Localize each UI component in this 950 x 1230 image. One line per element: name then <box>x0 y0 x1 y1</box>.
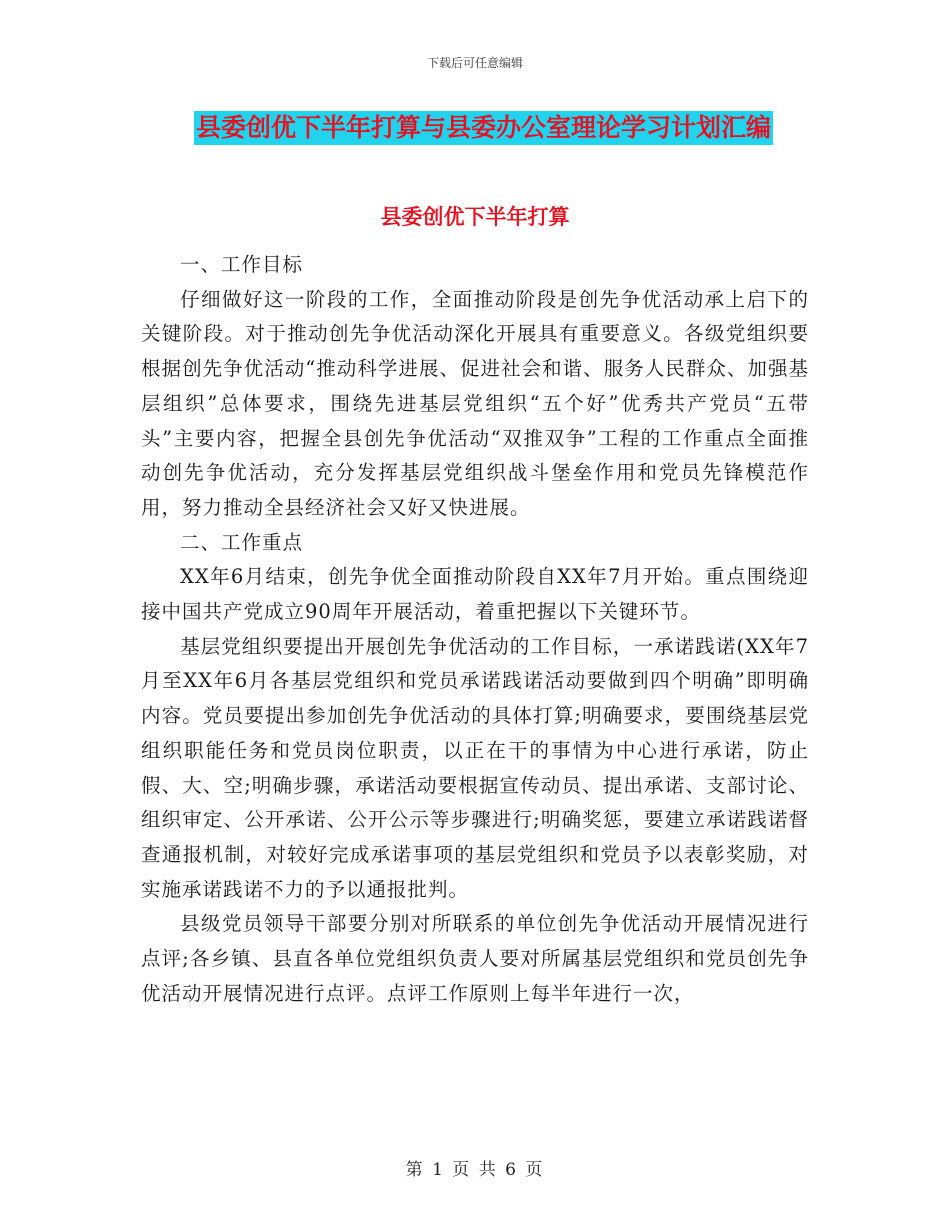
section-heading-focus: 二、工作重点 <box>180 530 304 554</box>
document-title-highlight <box>194 111 773 145</box>
page-footer: 第 1 页 共 6 页 <box>405 1160 545 1180</box>
paragraph: 基层党组织要提出开展创先争优活动的工作目标，一承诺践诺(XX年7月至XX年6月各基层党组织和党员承诺践诺活动要做到四个明确”即明确内容。党员要提出参加创先争优活动的具体打算;明确要求，要围绕基层党组织职能任务和党员岗位职责，以正在干的事情为中心进行承诺，防止假、大、空;明确步骤，承诺活动要根据宣传动员、提出承诺、支部讨论、组织审定、公开承诺、公开公示等步骤进行;明确奖惩，要建立承诺践诺督查通报机制，对较好完成承诺事项的基层党组织和党员予以表彰奖励，对实施承诺践诺不力的予以通报批判。 <box>141 634 809 901</box>
section-heading-goals: 一、工作目标 <box>180 253 304 276</box>
section-title: 县委创优下半年打算 <box>380 205 570 229</box>
document-body <box>141 248 809 1011</box>
paragraph: XX年6月结束，创先争优全面推动阶段自XX年7月开始。重点围绕迎接中国共产党成立90周年开展活动，着重把握以下关键环节。 <box>141 565 809 624</box>
document-title: 县委创优下半年打算与县委办公室理论学习计划汇编 <box>196 113 772 142</box>
paragraph: 仔细做好这一阶段的工作，全面推动阶段是创先争优活动承上启下的关键阶段。对于推动创先争优活动深化开展具有重要意义。各级党组织要根据创先争优活动“推动科学进展、促进社会和谐、服务人民群众、加强基层组织”总体要求，围绕先进基层党组织“五个好”优秀共产党员“五带头”主要内容，把握全县创先争优活动“双推双争”工程的工作重点全面推动创先争优活动，充分发挥基层党组织战斗堡垒作用和党员先锋模范作用，努力推动全县经济社会又好又快进展。 <box>141 287 809 519</box>
page-header-note: 下载后可任意编辑 <box>426 56 523 70</box>
paragraph: 县级党员领导干部要分别对所联系的单位创先争优活动开展情况进行点评;各乡镇、县直各单位党组织负责人要对所属基层党组织和党员创先争优活动开展情况进行点评。点评工作原则上每半年进行一次， <box>141 912 809 1005</box>
